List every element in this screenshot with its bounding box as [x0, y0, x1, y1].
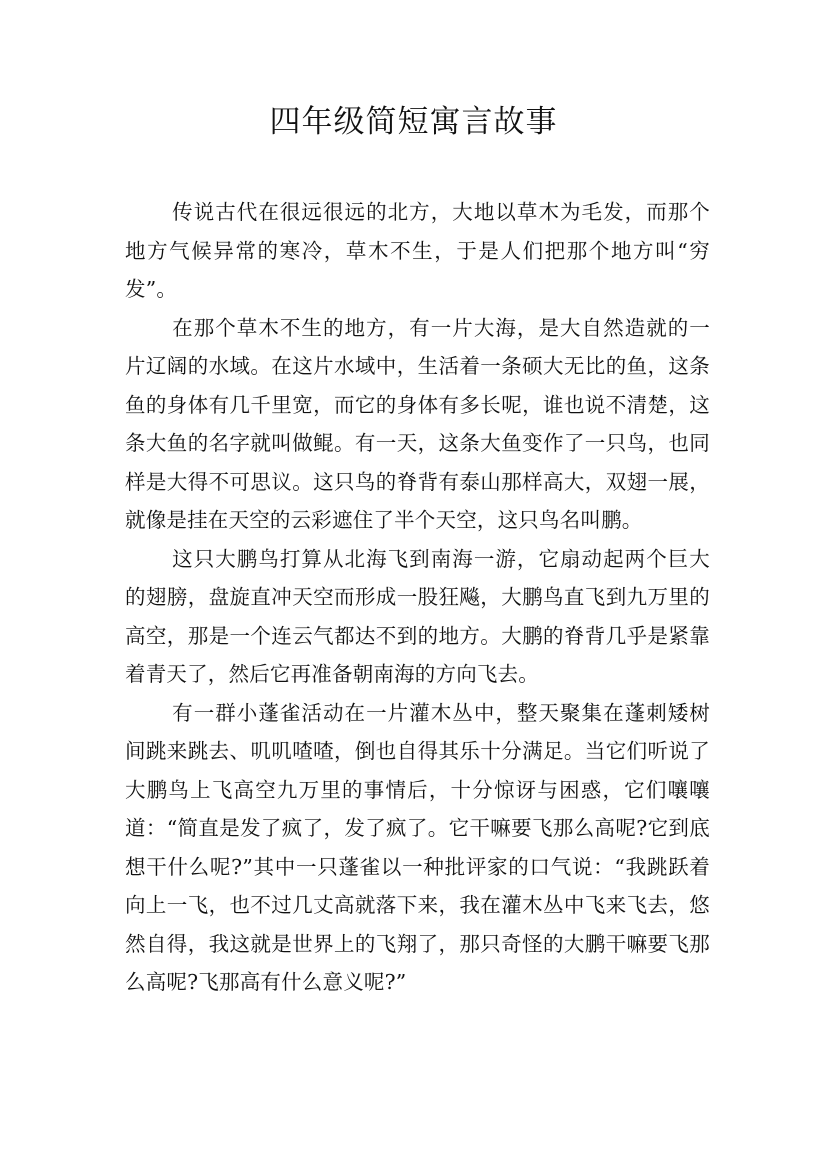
paragraph: 在那个草木不生的地方，有一片大海，是大自然造就的一片辽阔的水域。在这片水域中，生活着一条硕大无比的鱼，这条鱼的身体有几千里宽，而它的身体有多长呢，谁也说不清楚，这条大鱼的名字就叫做鲲。有一天，这条大鱼变作了一只鸟，也同样是大得不可思议。这只鸟的脊背有泰山那样高大，双翅一展，就像是挂在天空的云彩遮住了半个天空，这只鸟名叫鹏。: [125, 315, 710, 532]
paragraph: 传说古代在很远很远的北方，大地以草木为毛发，而那个地方气候异常的寒冷，草木不生，于是人们把那个地方叫“穷发”。: [125, 200, 710, 301]
page-title: 四年级简短寓言故事: [269, 104, 558, 140]
story-body: [125, 193, 710, 1002]
paragraph: 有一群小蓬雀活动在一片灌木丛中，整天聚集在蓬刺矮树间跳来跳去、叽叽喳喳，倒也自得其乐十分满足。当它们听说了大鹏鸟上飞高空九万里的事情后，十分惊讶与困惑，它们嚷嚷道：“简直是发了疯了，发了疯了。它干嘛要飞那么高呢?它到底想干什么呢?”其中一只蓬雀以一种批评家的口气说：“我跳跃着向上一飞，也不过几丈高就落下来，我在灌木丛中飞来飞去，悠然自得，我这就是世界上的飞翔了，那只奇怪的大鹏干嘛要飞那么高呢?飞那高有什么意义呢?”: [125, 700, 710, 994]
paragraph: 这只大鹏鸟打算从北海飞到南海一游，它扇动起两个巨大的翅膀，盘旋直冲天空而形成一股狂飚，大鹏鸟直飞到九万里的高空，那是一个连云气都达不到的地方。大鹏的脊背几乎是紧靠着青天了，然后它再准备朝南海的方向飞去。: [125, 546, 710, 686]
